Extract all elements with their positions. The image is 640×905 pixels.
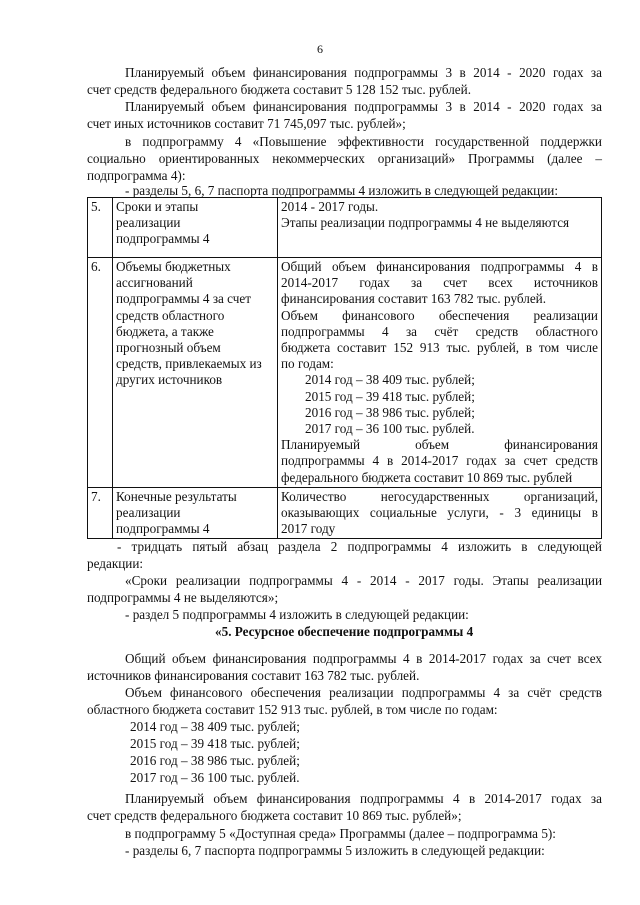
passport-table [87, 197, 602, 539]
table-row [88, 198, 602, 258]
year-line: 2017 год – 36 100 тыс. рублей. [130, 770, 300, 785]
intro-p3-line1: в подпрограмму 4 «Повышение эффективности государственной поддержки [125, 134, 602, 149]
after-p1-line1: - тридцать пятый абзац раздела 2 подпрограммы 4 изложить в следующей [117, 539, 602, 554]
table-row [88, 487, 602, 539]
after-p1-line2: редакции: [87, 556, 144, 571]
intro-p1-line2: счет средств федерального бюджета составит 5 128 152 тыс. рублей. [87, 82, 472, 97]
row-content: 2014 - 2017 годы. Этапы реализации подпрограммы 4 не выделяются [278, 198, 602, 258]
intro-p3-line2: социально ориентированных некоммерческих организаций» Программы (далее – [87, 151, 602, 166]
row-title: Объемы бюджетных ассигнований подпрограммы 4 за счет средств областного бюджета, а также прогнозный объем средств, привлекаемых из других источников [113, 258, 278, 488]
after-p2-line2: подпрограммы 4 не выделяются»; [87, 590, 279, 605]
after-p2-line1: «Сроки реализации подпрограммы 4 - 2014 - 2017 годы. Этапы реализации [125, 573, 602, 588]
page-number: 6 [317, 42, 323, 56]
section-heading: «5. Ресурсное обеспечение подпрограммы 4 [215, 624, 474, 639]
intro-p2-line1: Планируемый объем финансирования подпрограммы 3 в 2014 - 2020 годах за [125, 99, 602, 114]
row-number: 6. [88, 258, 113, 488]
after-p8: - разделы 6, 7 паспорта подпрограммы 5 изложить в следующей редакции: [125, 843, 545, 858]
after-p5-line1: Объем финансового обеспечения реализации подпрограммы 4 за счёт средств [125, 685, 602, 700]
row-title: Сроки и этапы реализации подпрограммы 4 [113, 198, 278, 258]
intro-p4: - разделы 5, 6, 7 паспорта подпрограммы 4 изложить в следующей редакции: [125, 183, 558, 198]
row-number: 7. [88, 487, 113, 539]
after-p4-line1: Общий объем финансирования подпрограммы 4 в 2014-2017 годах за счет всех [125, 651, 602, 666]
year-line: 2015 год – 39 418 тыс. рублей; [130, 736, 300, 751]
intro-p1-line1: Планируемый объем финансирования подпрограммы 3 в 2014 - 2020 годах за [125, 65, 602, 80]
row-number: 5. [88, 198, 113, 258]
after-p6-line1: Планируемый объем финансирования подпрограммы 4 в 2014-2017 годах за [125, 791, 602, 806]
after-p5-line2: областного бюджета составит 152 913 тыс. рублей, в том числе по годам: [87, 702, 498, 717]
after-p3: - раздел 5 подпрограммы 4 изложить в следующей редакции: [125, 607, 469, 622]
row-content: Общий объем финансирования подпрограммы 4 в 2014-2017 годах за счет всех источников финансирования составит 163 782 тыс. рублей. Объем финансового обеспечения реализации подпрограммы 4 за счёт средств областного бюджета составит 152 913 тыс. рублей, в том числе по годам: 2014 год – 38 409 тыс. рублей; 2015 год – 39 418 тыс. рублей; 2016 год – 38 986 тыс. рублей; 2017 год – 36 100 тыс. рублей. Планируемый объем финансирования подпрограммы 4 в 2014-2017 годах за счет средств федерального бюджета составит 10 869 тыс. рублей [278, 258, 602, 488]
after-p4-line2: источников финансирования составит 163 782 тыс. рублей. [87, 668, 420, 683]
intro-p3-line3: подпрограмма 4): [87, 168, 186, 183]
years-list: 2014 год – 38 409 тыс. рублей; 2015 год – 39 418 тыс. рублей; 2016 год – 38 986 тыс. рублей; 2017 год – 36 100 тыс. рублей. [305, 372, 475, 437]
row-content: Количество негосударственных организаций, оказывающих социальные услуги, - 3 единицы в 2017 году [278, 487, 602, 539]
row-title: Конечные результаты реализации подпрограммы 4 [113, 487, 278, 539]
after-p6-line2: счет средств федерального бюджета составит 10 869 тыс. рублей»; [87, 808, 462, 823]
year-line: 2016 год – 38 986 тыс. рублей; [130, 753, 300, 768]
after-p7: в подпрограмму 5 «Доступная среда» Программы (далее – подпрограмма 5): [125, 826, 556, 841]
year-line: 2014 год – 38 409 тыс. рублей; [130, 719, 300, 734]
intro-p2-line2: счет иных источников составит 71 745,097 тыс. рублей»; [87, 116, 406, 131]
table-row [88, 258, 602, 488]
